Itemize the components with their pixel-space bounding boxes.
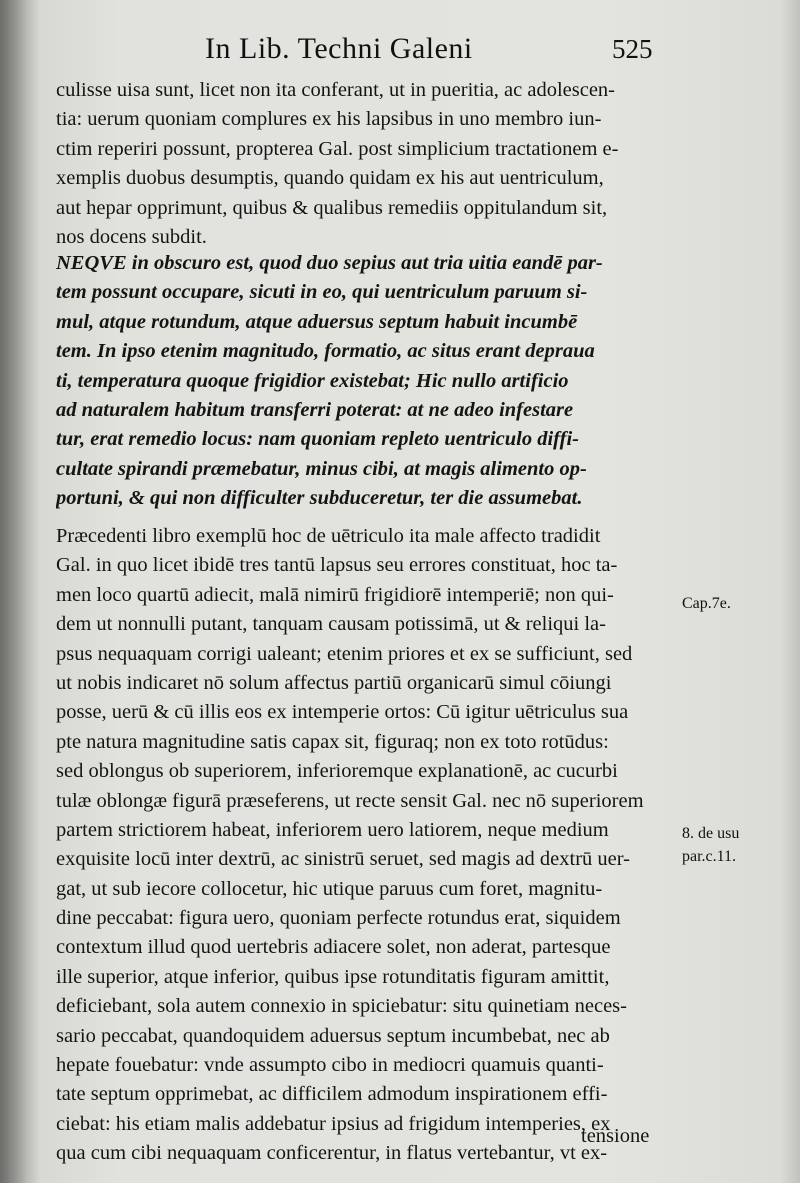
text-line: sario peccabat, quandoquidem aduersus septum incumbebat, nec ab [56, 1024, 610, 1047]
text-line: Præcedenti libro exemplū hoc de uētriculo ita male affecto tradidit [56, 525, 601, 547]
running-title: In Lib. Techni Galeni [205, 32, 473, 65]
text-line: tur, erat remedio locus: nam quoniam repleto uentriculo diffi- [56, 428, 579, 451]
text-line: contextum illud quod uertebris adiacere solet, non aderat, partesque [56, 936, 611, 959]
text-line: cultate spirandi præmebatur, minus cibi, at magis alimento op- [56, 457, 587, 480]
text-line: xemplis duobus desumptis, quando quidam ex his aut uentriculum, [56, 167, 604, 190]
text-line: culisse uisa sunt, licet non ita conferant, ut in pueritia, ac adolescen- [56, 79, 616, 101]
text-line: ad naturalem habitum transferri poterat: at ne adeo infestare [56, 398, 574, 421]
text-line: deficiebant, sola autem connexio in spiciebatur: situ quinetiam neces- [56, 995, 627, 1018]
text-line: exquisite locū inter dextrū, ac sinistrū seruet, sed magis ad dextrū uer- [56, 848, 630, 871]
binding-gutter-shadow [0, 0, 40, 1183]
text-line: tia: uerum quoniam complures ex his lapsibus in uno membro iun- [56, 108, 602, 131]
text-line: tem. In ipso etenim magnitudo, formatio, ac situs erant deprauа [56, 340, 595, 363]
text-line: dine peccabat: figura uero, quoniam perfecte rotundus erat, siquidem [56, 907, 621, 930]
text-line: tulæ oblongæ figurā præseferens, ut recte sensit Gal. nec nō superiorem [56, 789, 644, 812]
margin-note-reference [682, 822, 739, 868]
text-line: ctim reperiri possunt, propterea Gal. post simplicium tractationem e- [56, 137, 619, 160]
text-line: dem ut nonnulli putant, tanquam causam potissimā, ut & reliqui la- [56, 613, 606, 636]
page-header [0, 30, 800, 76]
margin-note-text: Cap.7e. [682, 595, 731, 612]
catchword: tensione [581, 1125, 650, 1147]
text-line: ille superior, atque inferior, quibus ipse rotunditatis figuram amittit, [56, 965, 610, 988]
text-line: portuni, & qui non difficulter subduceretur, ter die assumebat. [56, 487, 583, 510]
margin-note-text: par.c.11. [682, 848, 737, 865]
text-line: men loco quartū adiecit, malā nimirū frigidiorē intemperiē; non qui- [56, 583, 614, 606]
text-line: psus nequaquam corrigi ualeant; etenim priores et ex se sufficiunt, sed [56, 642, 633, 665]
intro-paragraph [56, 76, 676, 252]
text-line: ut nobis indicaret nō solum affectus partiū organicarū simul cōiungi [56, 671, 612, 694]
text-line: nos docens subdit. [56, 225, 207, 248]
text-line: tem possunt occupare, sicuti in eo, qui uentriculum paruum si- [56, 281, 588, 304]
page-number: 525 [612, 34, 653, 64]
text-line: NEQVE in obscuro est, quod duo sepius aut tria uitia eandē par- [56, 252, 603, 274]
text-line: aut hepar opprimunt, quibus & qualibus remediis oppitulandum sit, [56, 196, 608, 219]
text-line: partem strictiorem habeat, inferiorem uero latiorem, neque medium [56, 818, 609, 841]
text-line: gat, ut sub iecore collocetur, hic utique paruus cum foret, magnitu- [56, 877, 603, 900]
text-line: Gal. in quo licet ibidē tres tantū lapsus seu errores constituat, hoc ta- [56, 554, 618, 577]
text-line: mul, atque rotundum, atque aduersus septum habuit incumbē [56, 310, 578, 333]
text-line: hepate fouebatur: vnde assumpto cibo in mediocri quamuis quanti- [56, 1054, 604, 1077]
text-line: tate septum opprimebat, ac difficilem admodum inspirationem effi- [56, 1083, 608, 1106]
text-line: sed oblongus ob superiorem, inferioremque explanationē, ac cucurbi [56, 760, 618, 783]
text-line: pte natura magnitudine satis capax sit, figuraq; non ex toto rotūdus: [56, 730, 609, 753]
text-line: qua cum cibi nequaquam conficerentur, in flatus vertebantur, vt ex- [56, 1142, 608, 1165]
galen-quotation [56, 249, 676, 514]
margin-note-chapter [682, 592, 731, 615]
commentary-paragraph [56, 522, 676, 1169]
text-line: ti, temperatura quoque frigidior existebat; Hic nullo artificio [56, 369, 569, 392]
text-line: posse, uerū & cū illis eos ex intemperie ortos: Cū igitur uētriculus sua [56, 701, 629, 724]
margin-note-text: 8. de usu [682, 825, 740, 842]
text-line: ciebat: his etiam malis addebatur ipsius ad frigidum intemperies, ex [56, 1112, 611, 1135]
